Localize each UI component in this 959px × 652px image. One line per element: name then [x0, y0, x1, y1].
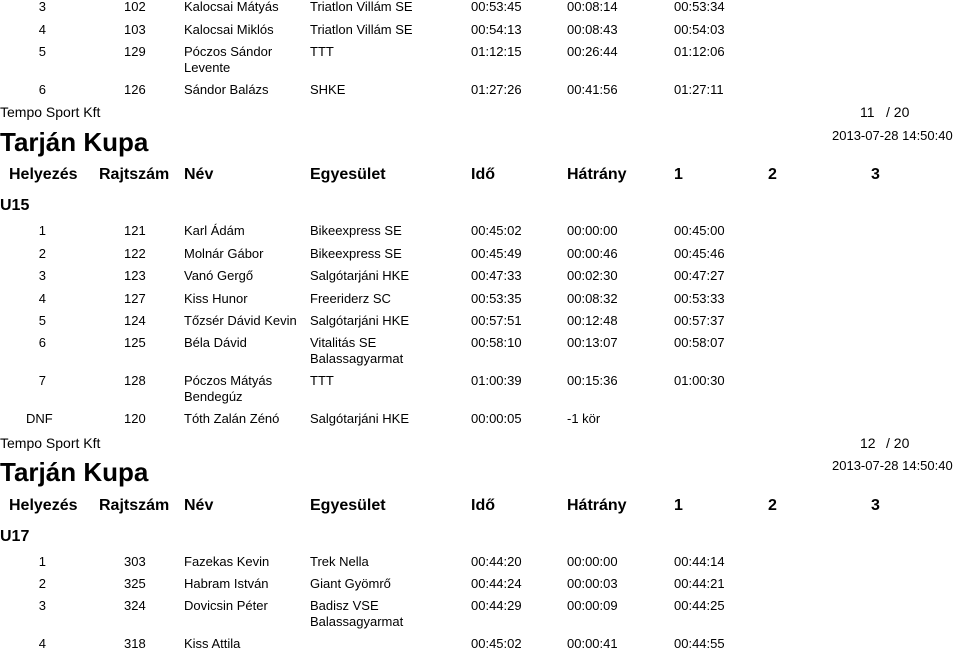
bib-number: 128 [124, 373, 146, 388]
header-lap-1: 1 [674, 497, 683, 514]
position: 1 [38, 554, 46, 569]
lap-1-time: 00:45:46 [674, 246, 725, 261]
finish-time: 00:57:51 [471, 313, 522, 328]
header-lap-2: 2 [768, 166, 777, 183]
time-gap: 00:00:46 [567, 246, 618, 261]
print-timestamp: 2013-07-28 14:50:40 [832, 458, 953, 473]
lap-1-time: 00:53:33 [674, 291, 725, 306]
athlete-name: Póczos Sándor [184, 44, 273, 59]
organizer-name: Tempo Sport Kft [0, 435, 101, 451]
page-number: 12 [860, 435, 876, 451]
header-time: Idő [471, 166, 495, 183]
time-gap: 00:41:56 [567, 82, 618, 97]
athlete-name-line2: Bendegúz [184, 389, 243, 404]
position: 4 [38, 636, 46, 651]
position: 6 [38, 82, 46, 97]
athlete-name: Vanó Gergő [184, 268, 254, 283]
position: 1 [38, 223, 46, 238]
bib-number: 121 [124, 223, 146, 238]
bib-number: 102 [124, 0, 146, 14]
position: 5 [38, 313, 46, 328]
athlete-name: Tőzsér Dávid Kevin [184, 313, 297, 328]
athlete-name: Béla Dávid [184, 335, 247, 350]
athlete-name: Tóth Zalán Zénó [184, 411, 280, 426]
lap-1-time: 01:00:30 [674, 373, 725, 388]
header-lap-1: 1 [674, 166, 683, 183]
club-name: Bikeexpress SE [310, 246, 402, 261]
club-name-line2: Balassagyarmat [310, 351, 404, 366]
print-timestamp: 2013-07-28 14:50:40 [832, 128, 953, 143]
time-gap: -1 kör [567, 411, 601, 426]
time-gap: 00:08:32 [567, 291, 618, 306]
lap-1-time: 00:44:25 [674, 598, 725, 613]
header-club: Egyesület [310, 166, 386, 183]
position: 5 [38, 44, 46, 59]
finish-time: 00:00:05 [471, 411, 522, 426]
athlete-name: Habram István [184, 576, 269, 591]
time-gap: 00:13:07 [567, 335, 618, 350]
header-bib: Rajtszám [99, 497, 170, 514]
lap-1-time: 00:47:27 [674, 268, 725, 283]
position: 2 [38, 246, 46, 261]
finish-time: 00:53:45 [471, 0, 522, 14]
finish-time: 00:58:10 [471, 335, 522, 350]
lap-1-time: 00:44:21 [674, 576, 725, 591]
athlete-name: Kalocsai Mátyás [184, 0, 279, 14]
bib-number: 127 [124, 291, 146, 306]
athlete-name: Molnár Gábor [184, 246, 264, 261]
finish-time: 00:45:02 [471, 223, 522, 238]
category-label: U17 [0, 528, 30, 545]
header-name: Név [184, 497, 214, 514]
bib-number: 325 [124, 576, 146, 591]
bib-number: 123 [124, 268, 146, 283]
time-gap: 00:00:41 [567, 636, 618, 651]
finish-time: 00:54:13 [471, 22, 522, 37]
time-gap: 00:00:00 [567, 223, 618, 238]
bib-number: 324 [124, 598, 146, 613]
athlete-name: Póczos Mátyás [184, 373, 273, 388]
athlete-name: Kalocsai Miklós [184, 22, 274, 37]
athlete-name: Kiss Attila [184, 636, 241, 651]
club-name: Salgótarjáni HKE [310, 268, 409, 283]
header-position: Helyezés [9, 497, 78, 514]
finish-time: 00:45:49 [471, 246, 522, 261]
position: 6 [38, 335, 46, 350]
athlete-name: Karl Ádám [184, 223, 245, 238]
page-number: 11 [860, 104, 875, 120]
header-gap: Hátrány [567, 497, 627, 514]
club-name: TTT [310, 373, 334, 388]
bib-number: 126 [124, 82, 146, 97]
athlete-name: Fazekas Kevin [184, 554, 270, 569]
club-name: Bikeexpress SE [310, 223, 402, 238]
finish-time: 00:45:02 [471, 636, 522, 651]
club-name: Freeriderz SC [310, 291, 391, 306]
header-position: Helyezés [9, 166, 78, 183]
lap-1-time: 00:44:55 [674, 636, 725, 651]
header-bib: Rajtszám [99, 166, 170, 183]
header-name: Név [184, 166, 214, 183]
lap-1-time: 00:57:37 [674, 313, 725, 328]
time-gap: 00:00:00 [567, 554, 618, 569]
finish-time: 00:47:33 [471, 268, 522, 283]
lap-1-time: 01:12:06 [674, 44, 725, 59]
lap-1-time: 00:54:03 [674, 22, 725, 37]
page-total: / 20 [886, 104, 910, 120]
club-name: Vitalitás SE [310, 335, 377, 350]
time-gap: 00:08:43 [567, 22, 618, 37]
club-name: Triatlon Villám SE [310, 0, 413, 14]
bib-number: 124 [124, 313, 146, 328]
page-total: / 20 [886, 435, 910, 451]
athlete-name: Dovicsin Péter [184, 598, 268, 613]
lap-1-time: 00:53:34 [674, 0, 725, 14]
lap-1-time: 00:44:14 [674, 554, 725, 569]
lap-1-time: 00:45:00 [674, 223, 725, 238]
header-lap-3: 3 [871, 497, 880, 514]
time-gap: 00:08:14 [567, 0, 618, 14]
event-title: Tarján Kupa [0, 127, 149, 157]
athlete-name: Kiss Hunor [184, 291, 248, 306]
club-name: SHKE [310, 82, 346, 97]
position: 3 [38, 598, 46, 613]
position: 3 [38, 268, 46, 283]
club-name: Salgótarjáni HKE [310, 313, 409, 328]
position: 3 [38, 0, 46, 14]
position: 2 [38, 576, 46, 591]
time-gap: 00:26:44 [567, 44, 618, 59]
club-name-line2: Balassagyarmat [310, 614, 404, 629]
position: 4 [38, 291, 46, 306]
club-name: Triatlon Villám SE [310, 22, 413, 37]
bib-number: 303 [124, 554, 146, 569]
category-label: U15 [0, 197, 30, 214]
bib-number: 103 [124, 22, 146, 37]
organizer-name: Tempo Sport Kft [0, 104, 101, 120]
time-gap: 00:00:09 [567, 598, 618, 613]
finish-time: 00:44:20 [471, 554, 522, 569]
position: 7 [38, 373, 46, 388]
finish-time: 01:00:39 [471, 373, 522, 388]
club-name: Trek Nella [310, 554, 369, 569]
header-lap-3: 3 [871, 166, 880, 183]
lap-1-time: 00:58:07 [674, 335, 725, 350]
finish-time: 01:12:15 [471, 44, 522, 59]
bib-number: 120 [124, 411, 146, 426]
finish-time: 00:53:35 [471, 291, 522, 306]
club-name: Giant Gyömrő [310, 576, 391, 591]
header-gap: Hátrány [567, 166, 627, 183]
finish-time: 00:44:29 [471, 598, 522, 613]
position: 4 [38, 22, 46, 37]
bib-number: 318 [124, 636, 146, 651]
bib-number: 125 [124, 335, 146, 350]
header-time: Idő [471, 497, 495, 514]
bib-number: 122 [124, 246, 146, 261]
event-title: Tarján Kupa [0, 457, 149, 487]
club-name: Salgótarjáni HKE [310, 411, 409, 426]
finish-time: 01:27:26 [471, 82, 522, 97]
header-club: Egyesület [310, 497, 386, 514]
position: DNF [26, 411, 53, 426]
lap-1-time: 01:27:11 [674, 82, 724, 97]
athlete-name: Sándor Balázs [184, 82, 269, 97]
time-gap: 00:15:36 [567, 373, 618, 388]
time-gap: 00:12:48 [567, 313, 618, 328]
time-gap: 00:00:03 [567, 576, 618, 591]
club-name: Badisz VSE [310, 598, 379, 613]
athlete-name-line2: Levente [184, 60, 231, 75]
header-lap-2: 2 [768, 497, 777, 514]
time-gap: 00:02:30 [567, 268, 618, 283]
club-name: TTT [310, 44, 334, 59]
finish-time: 00:44:24 [471, 576, 522, 591]
bib-number: 129 [124, 44, 146, 59]
